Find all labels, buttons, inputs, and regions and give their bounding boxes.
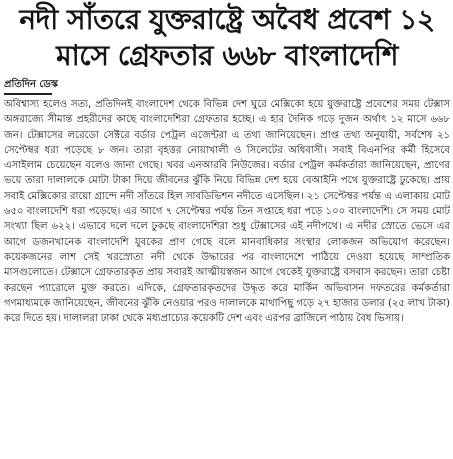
article-body: অবিশ্বাস্য হলেও সত্য, প্রতিদিনই বাংলাদেশ থেকে বিভিন্ন দেশ ঘুরে মেক্সিকো হয়ে যুক্তরাষ্ট্রে প্রবেশের সময় টেক্সাস অঙ্গরাজ্যে সীমান্ত প্রহরীদের কাছে বাংলাদেশিরা গ্রেফতার হচ্ছে। এ হার দৈনিক গড়ে দুজন অর্থাৎ ১২ মাসে ৬৬৮ জন। টেক্সাসের লরেডো সেক্টরে বর্ডার পেট্রল এজেন্টরা এ তথ্য জানিয়েছেন। প্রাপ্ত তথ্য অনুযায়ী, সর্বশেষ ২১ সেপ্টেম্বর ধরা পড়েছে ৮ জন। তারা বৃহত্তর নোয়াখালী ও সিলেটের অধিবাসী। সবাই বিএনপির কর্মী হিসেবে এসাইলাম চেয়েছেন বলেও জানা গেছে। খবর এনআরবি নিউজের। বর্ডার পেট্রল কর্মকর্তারা জানিয়েছেন, প্রাণের ভয়ে তারা দালালকে মোটা টাকা দিয়ে জীবনের ঝুঁকি নিয়ে বিভিন্ন দেশ হয়ে বেআইনি পথে যুক্তরাষ্ট্রে ঢুকেছে। প্রায় সবাই মেক্সিকোর রায়ো গ্রান্দে নদী সাঁতরে হিল সাবডিভিশন নদীতে এসেছিল। ২১ সেপ্টেম্বর পর্যন্ত এ এলাকায় মোট ৬৫০ বাংলাদেশি ধরা পড়েছে। এর আগে ৭ সেপ্টেম্বর পর্যন্ত তিন সপ্তাহে ধরা পড়ে ১০০ বাংলাদেশি। সে সময় মোট সংখ্যা ছিল ৬২২। এভাবে দলে দলে ঢুকছে বাংলাদেশিরা শুধু টেক্সাসের এই নদীপথে। এ নদীর স্রোতে ভেসে এর আগে ডজনখানেক বাংলাদেশি যুবকের প্রাণ গেছে বলে মানবাধিকার সংস্থার লোকজন অভিযোগ করেছেন। কয়েকজনের লাশ সেই খরস্রোতা নদী থেকে উদ্ধারের পর বাংলাদেশে পাঠিয়ে দেওয়া হয়েছে সাম্প্রতিক মাসগুলোতে। টেক্সাসে গ্রেফতারকৃত প্রায় সবারই আত্মীয়স্বজন আগে থেকেই যুক্তরাষ্ট্রে বসবাস করছেন। তারা চেষ্টা করছেন প্যারোলে মুক্ত করতে। এদিকে, গ্রেফতারকৃতদের উদ্ধৃত করে মার্কিন অভিবাসন দফতরের কর্মকর্তারা গণমাধ্যমকে জানিয়েছেন, জীবনের ঝুঁকি নেওয়ার পরও দালালকে মাথাপিছু গড়ে ২৭ হাজার ডলার (২৫ লাখ টাকা) করে দিতে হয়। দালালরা ঢাকা থেকে মধ্যপ্রাচ্যের কয়েকটি দেশ এবং এরপর ব্রাজিলে পাঠায় বৈধ ভিসায়। [4, 99, 450, 325]
byline-rule [4, 93, 52, 95]
headline: নদী সাঁতরে যুক্তরাষ্ট্রে অবৈধ প্রবেশ ১২ মাসে গ্রেফতার ৬৬৮ বাংলাদেশি [19, 3, 435, 72]
byline: প্রতিদিন ডেস্ক [4, 79, 59, 90]
